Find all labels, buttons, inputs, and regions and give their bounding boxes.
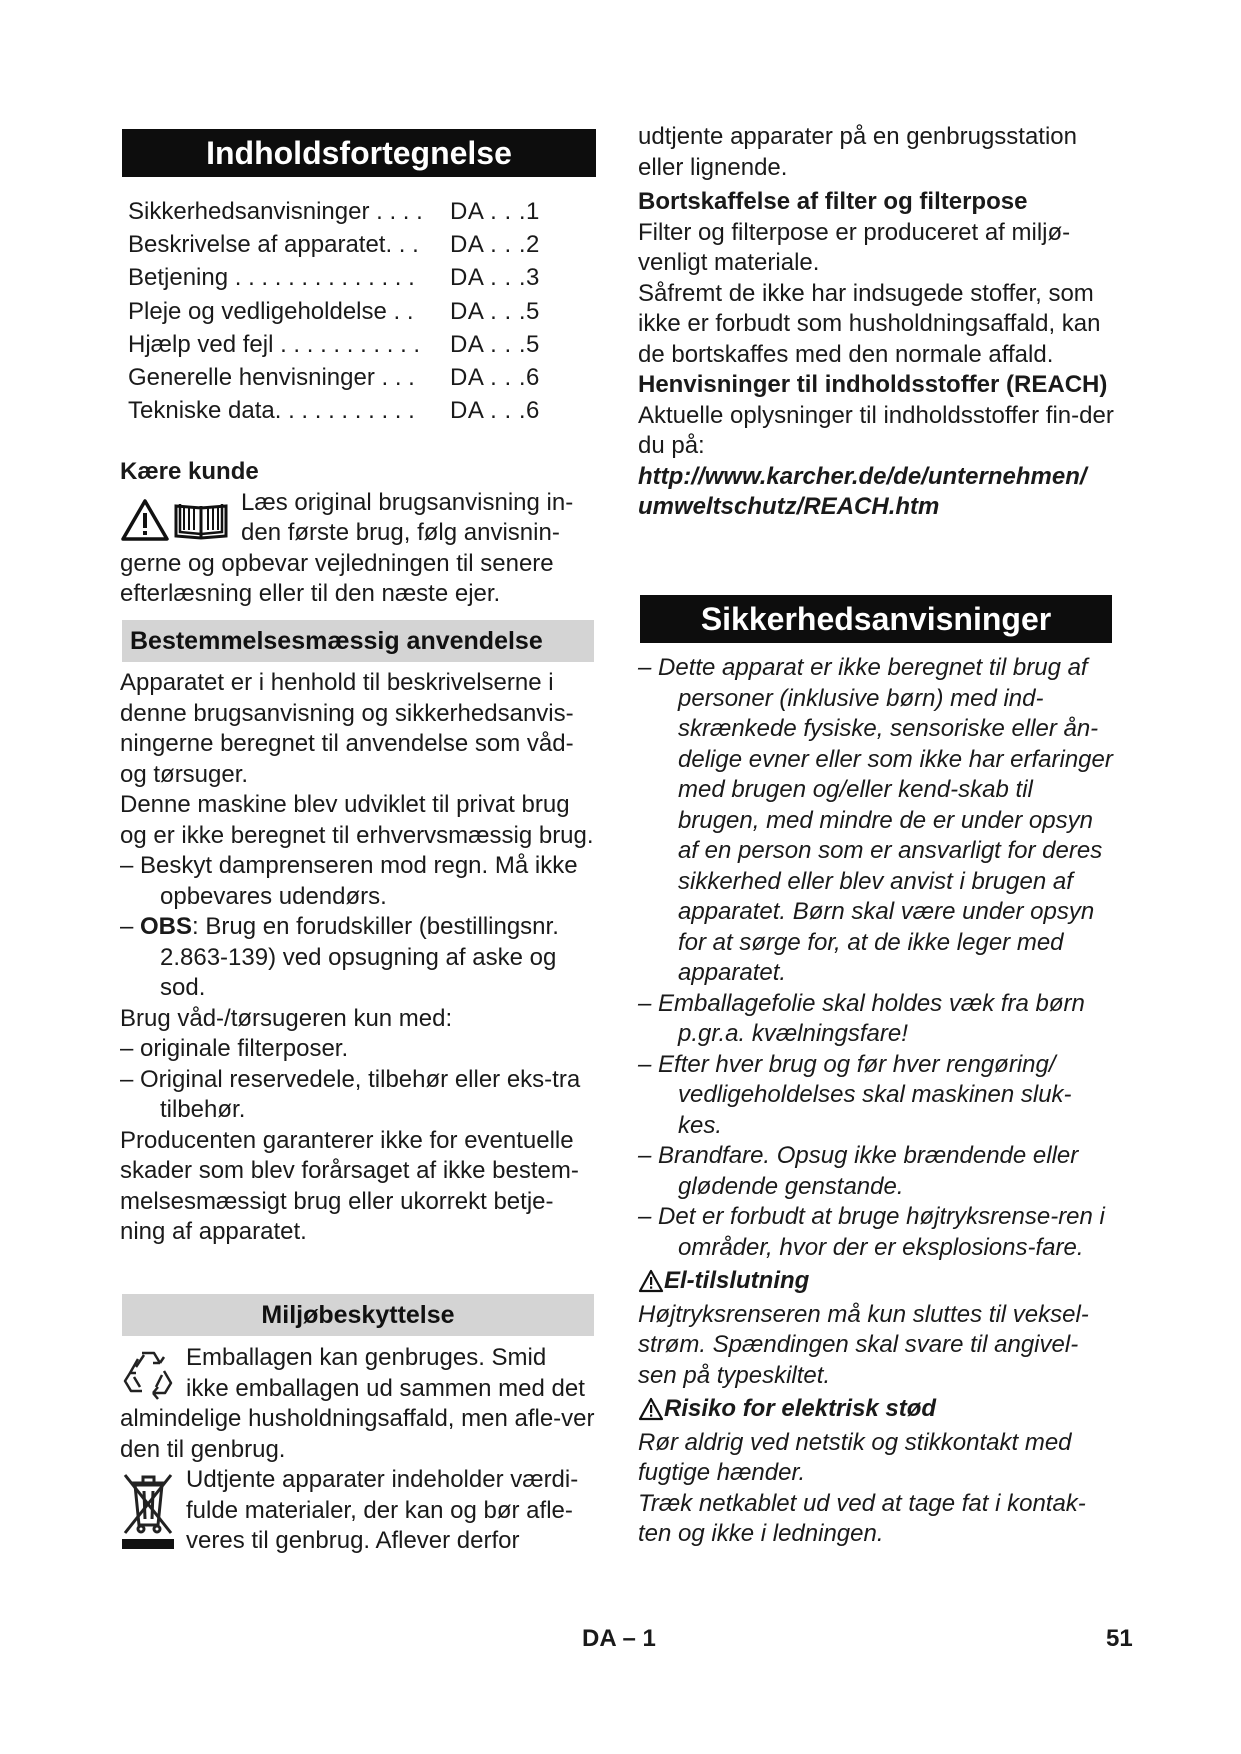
list-item: – Beskyt damprenseren mod regn. Må ikke opbevares udendørs.	[120, 852, 578, 910]
intro-block: Kære kunde Læs original brugsanvisning in- den første brug, følg anvisnin- gerne og opbevar vejledningen til senere efterlæsning eller til den næste ejer.	[120, 457, 598, 610]
warning-icon	[120, 498, 170, 542]
reach-link[interactable]: http://www.karcher.de/de/unternehmen/ umweltschutz/REACH.htm	[638, 462, 1087, 520]
toc-entry[interactable]: Hjælp ved fejl . . . . . . . . . . . DA . . .5	[128, 330, 540, 358]
crossed-bin-icon	[120, 1469, 176, 1553]
intended-use-body: Apparatet er i henhold til beskrivelserne i denne brugsanvisning og sikkerhedsanvis-ningerne beregnet til anvendelse som våd- og tørsuger. Denne maskine blev udviklet til privat brug og er ikke beregnet til erhvervsmæssig brug. – Beskyt damprenseren mod regn. Må ikke opbevares udendørs. – OBS: Brug en forudskiller (bestillingsnr. 2.863-139) ved opsugning af aske og sod. Brug våd-/tørsugeren kun med: – originale filterposer. – Original reservedele, tilbehør eller eks-tra tilbehør. Producenten garanterer ikke for eventuelle skader som blev forårsaget af ikke bestem-melsesmæssigt brug eller ukorrekt betje-ning af apparatet.	[120, 668, 598, 1248]
section-footer: DA – 1	[582, 1625, 656, 1652]
environment-heading: Miljøbeskyttelse	[122, 1294, 594, 1336]
page-number: 51	[1106, 1625, 1133, 1652]
intended-use-heading: Bestemmelsesmæssig anvendelse	[122, 620, 594, 662]
safety-body: – Dette apparat er ikke beregnet til brug af personer (inklusive børn) med ind-skrænkede fysiske, sensoriske eller ån-delige evner eller som ikke har erfaringer med brugen og/eller kend-skab til brugen, med mindre de er under opsyn af en person som er ansvarligt for deres sikkerhed eller blev anvist i brugen af apparatet. Børn skal være under opsyn for at sørge for, at de ikke leger med apparatet. – Emballagefolie skal holdes væk fra børn p.gr.a. kvælningsfare! – Efter hver brug og før hver rengøring/ vedligeholdelses skal maskinen sluk-kes. – Brandfare. Opsug ikke brændende eller glødende genstande. – Det er forbudt at bruge højtryksrense-ren i områder, hvor der er eksplosions-fare. El-tilslutning Højtryksrenseren må kun sluttes til veksel-strøm. Spændingen skal svare til angivel-sen på typeskiltet. Risiko for elektrisk stød Rør aldrig ved netstik og stikkontakt med fugtige hænder. Træk netkablet ud ved at tage fat i kontak-ten og ikke i ledningen.	[638, 654, 1113, 1547]
toc-entry[interactable]: Sikkerhedsanvisninger . . . . DA . . .1	[128, 198, 540, 225]
recycle-icon	[120, 1347, 176, 1401]
right-top-block: udtjente apparater på en genbrugsstation eller lignende. Bortskaffelse af filter og filterpose Filter og filterpose er produceret af miljø-venligt materiale. Såfremt de ikke har indsugede stoffer, som ikke er forbudt som husholdningsaffald, kan de bortskaffes med den normale affald. Henvisninger til indholdsstoffer (REACH) Aktuelle oplysninger til indholdsstoffer fin-der du på: http://www.karcher.de/de/unternehmen/ umweltschutz/REACH.htm	[638, 122, 1114, 523]
warning-icon	[638, 1269, 664, 1293]
list-item: – Det er forbudt at bruge højtryksrense-ren i områder, hvor der er eksplosions-fare.	[638, 1203, 1105, 1261]
manual-icons	[120, 488, 241, 546]
list-item: – OBS: Brug en forudskiller (bestillingsnr. 2.863-139) ved opsugning af aske og sod.	[120, 913, 559, 1001]
toc-entry[interactable]: Pleje og vedligeholdelse . . DA . . .5	[128, 297, 540, 325]
safety-heading: Sikkerhedsanvisninger	[640, 595, 1112, 643]
warning-icon	[638, 1397, 664, 1421]
toc-list	[128, 195, 540, 427]
toc-entry[interactable]: Betjening . . . . . . . . . . . . . . DA . . .3	[128, 264, 540, 292]
toc-entry[interactable]: Generelle henvisninger . . . DA . . .6	[128, 363, 540, 391]
manual-book-icon	[172, 498, 230, 542]
list-item: – Efter hver brug og før hver rengøring/ vedligeholdelses skal maskinen sluk-kes.	[638, 1050, 1072, 1139]
toc-title: Indholdsfortegnelse	[122, 129, 596, 177]
toc-entry[interactable]: Beskrivelse af apparatet. . . DA . . .2	[128, 231, 540, 259]
list-item: – Original reservedele, tilbehør eller eks-tra tilbehør.	[120, 1065, 581, 1123]
list-item: – Emballagefolie skal holdes væk fra børn p.gr.a. kvælningsfare!	[638, 989, 1085, 1047]
shock-heading: Risiko for elektrisk stød	[638, 1394, 1114, 1425]
reach-heading: Henvisninger til indholdsstoffer (REACH)	[638, 371, 1108, 398]
list-item: – Brandfare. Opsug ikke brændende eller glødende genstande.	[638, 1142, 1079, 1200]
environment-body: Emballagen kan genbruges. Smid ikke emballagen ud sammen med det almindelige husholdningsaffald, men afle-ver den til genbrug. Udtjente apparater indeholder værdi- fulde materialer, der kan og bør afle- veres til genbrug. Aflever derfor	[120, 1344, 595, 1554]
disposal-heading: Bortskaffelse af filter og filterpose	[638, 188, 1028, 215]
list-item: – Dette apparat er ikke beregnet til brug af personer (inklusive børn) med ind-skrænkede fysiske, sensoriske eller ån-delige evner eller som ikke har erfaringer med brugen og/eller kend-skab til brugen, med mindre de er under opsyn af en person som er ansvarligt for deres sikkerhed eller blev anvist i brugen af apparatet. Børn skal være under opsyn for at sørge for, at de ikke leger med apparatet.	[638, 654, 1113, 986]
el-heading: El-tilslutning	[638, 1266, 1114, 1297]
toc-entry[interactable]: Tekniske data. . . . . . . . . . . DA . . .6	[128, 397, 540, 425]
intro-heading: Kære kunde	[120, 458, 259, 485]
list-item: – originale filterposer.	[120, 1035, 349, 1062]
